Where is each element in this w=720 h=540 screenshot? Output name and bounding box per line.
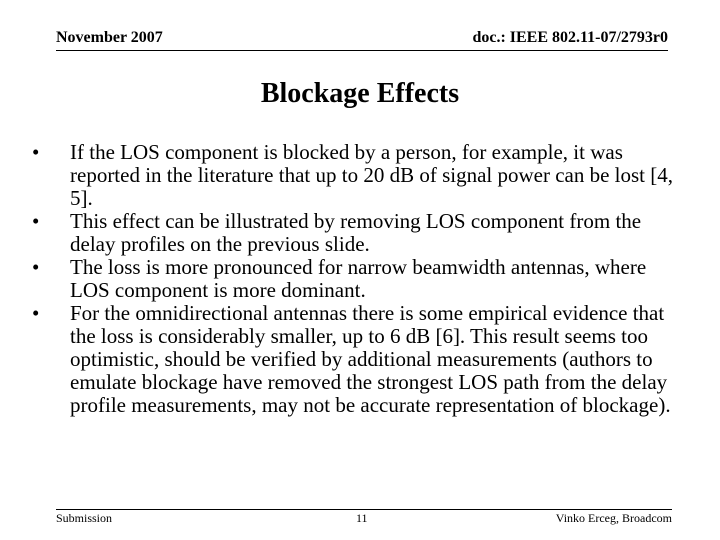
- bullet-text: This effect can be illustrated by removing LOS component from the delay profiles on the previous slide.: [70, 209, 642, 256]
- bullet-marker: •: [32, 140, 40, 164]
- footer-submission-label: Submission: [56, 511, 113, 525]
- footer-page-number: 11: [356, 511, 368, 525]
- bullet-list: [32, 141, 677, 417]
- footer-divider: [56, 509, 672, 510]
- bullet-text: For the omnidirectional antennas there is some empirical evidence that the loss is considerably smaller, up to 6 dB [6]. This result seems too optimistic, should be verified by additional measurements (authors to emulate blockage have removed the strongest LOS path from the delay profile measurements, may not be accurate representation of blockage).: [70, 301, 671, 417]
- bullet-marker: •: [32, 209, 40, 233]
- header-divider: [56, 50, 668, 51]
- bullet-item: [32, 302, 677, 417]
- bullet-marker: •: [32, 255, 40, 279]
- bullet-marker: •: [32, 301, 40, 325]
- footer-author: Vinko Erceg, Broadcom: [555, 511, 672, 525]
- bullet-item: [32, 210, 677, 256]
- bullet-text: The loss is more pronounced for narrow beamwidth antennas, where LOS component is more dominant.: [70, 255, 647, 302]
- bullet-text: If the LOS component is blocked by a person, for example, it was reported in the literature that up to 20 dB of signal power can be lost [4, 5].: [70, 140, 674, 210]
- bullet-item: [32, 256, 677, 302]
- header-date: November 2007: [56, 29, 163, 46]
- header-doc-id: doc.: IEEE 802.11-07/2793r0: [472, 29, 668, 46]
- bullet-item: [32, 141, 677, 210]
- slide-title: Blockage Effects: [260, 78, 460, 109]
